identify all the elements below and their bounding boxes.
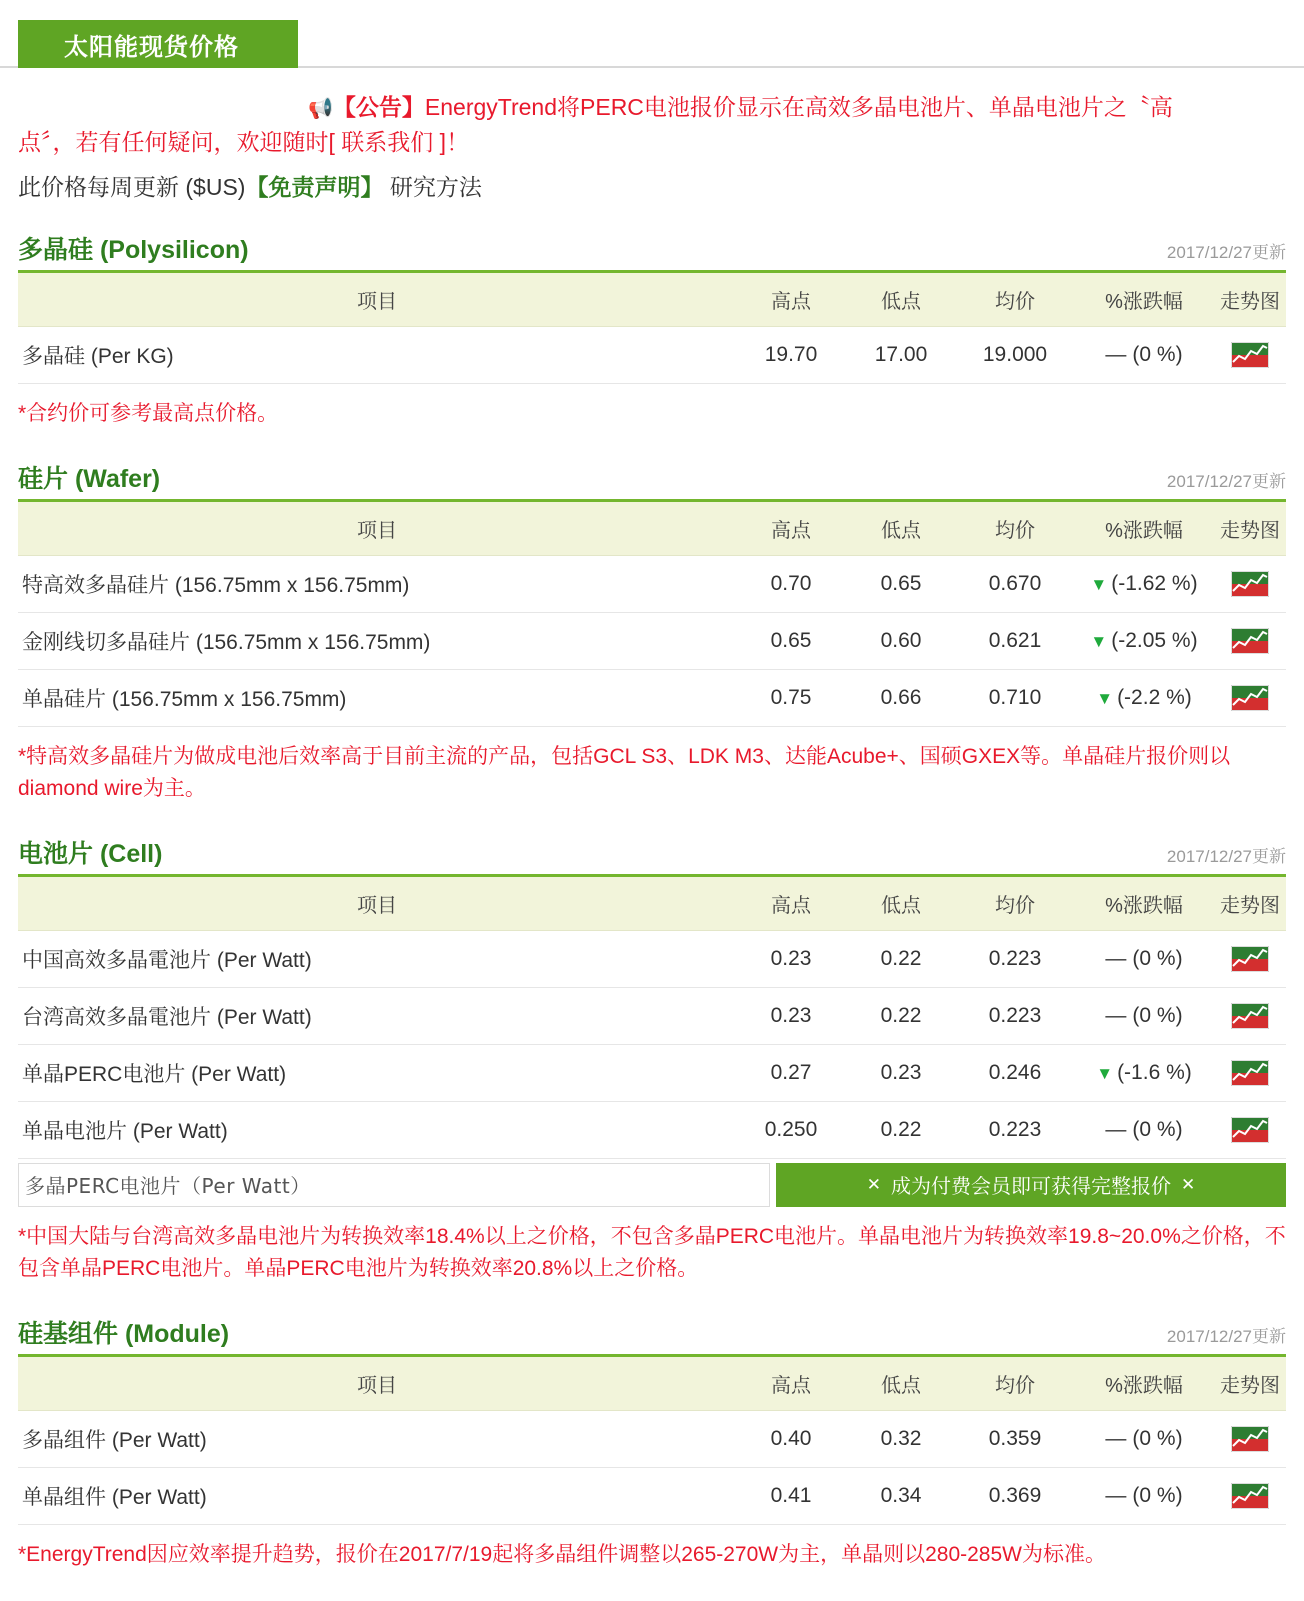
row-high: 0.250 — [736, 1101, 846, 1158]
row-high: 0.70 — [736, 555, 846, 612]
announcement-line1: EnergyTrend将PERC电池报价显示在高效多晶电池片、单晶电池片之〝高 — [424, 94, 1173, 120]
column-change: %涨跌幅 — [1074, 273, 1214, 327]
section-note: *合约价可参考最高点价格。 — [18, 402, 279, 425]
section-header — [18, 230, 1286, 273]
row-change — [1074, 987, 1214, 1044]
row-low: 0.32 — [846, 1410, 956, 1467]
column-trend: 走势图 — [1214, 502, 1286, 556]
research-method-link[interactable]: 研究方法 — [389, 174, 482, 200]
row-change — [1074, 1101, 1214, 1158]
row-change — [1074, 555, 1214, 612]
page-content — [0, 90, 1304, 1601]
row-change-value: (0 %) — [1132, 946, 1183, 970]
column-low: 低点 — [846, 877, 956, 931]
section-title: 硅片 (Wafer) — [18, 464, 161, 493]
column-avg: 均价 — [956, 273, 1074, 327]
row-trend-cell[interactable] — [1214, 1467, 1286, 1524]
row-low: 0.23 — [846, 1044, 956, 1101]
section-update-date: 2017/12/27更新 — [1166, 243, 1286, 262]
table-row — [18, 1101, 1286, 1158]
flat-mark-icon: — — [1105, 1426, 1127, 1450]
row-high: 0.41 — [736, 1467, 846, 1524]
row-avg: 0.359 — [956, 1410, 1074, 1467]
column-change: %涨跌幅 — [1074, 877, 1214, 931]
table-header-row — [18, 1357, 1286, 1411]
row-avg: 19.000 — [956, 327, 1074, 384]
row-trend-cell[interactable] — [1214, 669, 1286, 726]
section-header — [18, 834, 1286, 877]
row-high: 0.75 — [736, 669, 846, 726]
upgrade-membership-label: 成为付费会员即可获得完整报价 — [891, 1176, 1171, 1199]
row-low: 0.34 — [846, 1467, 956, 1524]
row-change — [1074, 1410, 1214, 1467]
trend-chart-icon[interactable] — [1231, 946, 1269, 972]
announcement-prefix: 【公告】 — [332, 94, 425, 120]
row-change-value: (0 %) — [1132, 343, 1183, 366]
row-change — [1074, 1467, 1214, 1524]
row-item-label: 多晶组件 (Per Watt) — [18, 1410, 736, 1467]
row-low: 0.60 — [846, 612, 956, 669]
table-row — [18, 327, 1286, 384]
row-high: 0.40 — [736, 1410, 846, 1467]
flat-mark-icon: — — [1105, 343, 1127, 366]
row-change-value: (0 %) — [1132, 1483, 1183, 1507]
row-high: 19.70 — [736, 327, 846, 384]
arrow-down-icon: ▼ — [1090, 574, 1108, 594]
price-table — [18, 877, 1286, 1159]
row-change-value: (-1.62 %) — [1111, 571, 1198, 595]
upgrade-membership-button[interactable] — [776, 1163, 1286, 1207]
row-change — [1074, 612, 1214, 669]
row-change — [1074, 1044, 1214, 1101]
column-change: %涨跌幅 — [1074, 502, 1214, 556]
row-low: 17.00 — [846, 327, 956, 384]
arrow-down-icon: ▼ — [1096, 688, 1114, 708]
trend-chart-icon[interactable] — [1231, 1426, 1269, 1452]
column-item: 项目 — [18, 1357, 736, 1411]
row-item-label: 单晶硅片 (156.75mm x 156.75mm) — [18, 669, 736, 726]
row-avg: 0.223 — [956, 930, 1074, 987]
star-right-icon: ✕ — [1181, 1174, 1196, 1194]
column-low: 低点 — [846, 502, 956, 556]
table-row — [18, 1410, 1286, 1467]
row-low: 0.66 — [846, 669, 956, 726]
table-row — [18, 930, 1286, 987]
row-low: 0.22 — [846, 1101, 956, 1158]
page-header — [0, 0, 1304, 68]
row-trend-cell[interactable] — [1214, 555, 1286, 612]
column-high: 高点 — [736, 1357, 846, 1411]
star-left-icon: ✕ — [866, 1174, 881, 1194]
row-item-label: 单晶组件 (Per Watt) — [18, 1467, 736, 1524]
section-update-date: 2017/12/27更新 — [1166, 846, 1286, 866]
row-change — [1074, 327, 1214, 384]
megaphone-icon: 📢 — [308, 98, 333, 120]
row-trend-cell[interactable] — [1214, 1044, 1286, 1101]
row-item-label: 台湾高效多晶電池片 (Per Watt) — [18, 987, 736, 1044]
flat-mark-icon: — — [1105, 1483, 1127, 1507]
flat-mark-icon: — — [1105, 1117, 1127, 1141]
column-low: 低点 — [846, 1357, 956, 1411]
row-change-value: (-2.05 %) — [1111, 628, 1198, 652]
row-high: 0.23 — [736, 987, 846, 1044]
table-row — [18, 1044, 1286, 1101]
table-row — [18, 669, 1286, 726]
row-avg: 0.246 — [956, 1044, 1074, 1101]
column-avg: 均价 — [956, 502, 1074, 556]
column-item: 项目 — [18, 502, 736, 556]
section-update-date: 2017/12/27更新 — [1166, 1326, 1286, 1346]
section-module — [18, 1314, 1286, 1572]
section-note: *EnergyTrend因应效率提升趋势，报价在2017/7/19起将多晶组件调整以265-270W为主，单晶则以280-285W为标准。 — [18, 1542, 1106, 1566]
row-item-label: 特高效多晶硅片 (156.75mm x 156.75mm) — [18, 555, 736, 612]
row-change-value: (-1.6 %) — [1117, 1060, 1192, 1084]
trend-chart-icon[interactable] — [1231, 342, 1269, 368]
row-change-value: (0 %) — [1132, 1117, 1183, 1141]
row-trend-cell[interactable] — [1214, 930, 1286, 987]
price-table — [18, 273, 1286, 384]
row-change-value: (0 %) — [1132, 1426, 1183, 1450]
column-low: 低点 — [846, 273, 956, 327]
paywall-row — [18, 1163, 1286, 1207]
row-low: 0.65 — [846, 555, 956, 612]
arrow-down-icon: ▼ — [1090, 631, 1108, 651]
section-polysilicon — [18, 230, 1286, 431]
row-item-label: 单晶电池片 (Per Watt) — [18, 1101, 736, 1158]
announcement-line2: 点〞，若有任何疑问，欢迎随时 — [18, 128, 329, 155]
row-item-label: 中国高效多晶電池片 (Per Watt) — [18, 930, 736, 987]
section-cell — [18, 834, 1286, 1286]
table-row — [18, 555, 1286, 612]
row-avg: 0.369 — [956, 1467, 1074, 1524]
table-header-row — [18, 502, 1286, 556]
trend-chart-icon[interactable] — [1231, 628, 1269, 654]
row-item-label: 多晶硅 (Per KG) — [18, 327, 736, 384]
announcement-block — [18, 90, 1286, 159]
row-trend-cell[interactable] — [1214, 612, 1286, 669]
row-trend-cell[interactable] — [1214, 1101, 1286, 1158]
column-avg: 均价 — [956, 1357, 1074, 1411]
column-high: 高点 — [736, 877, 846, 931]
disclaimer-link[interactable]: 【免责声明】 — [245, 174, 384, 200]
row-low: 0.22 — [846, 930, 956, 987]
section-update-date: 2017/12/27更新 — [1166, 471, 1286, 491]
column-trend: 走势图 — [1214, 273, 1286, 327]
column-high: 高点 — [736, 273, 846, 327]
trend-chart-icon[interactable] — [1231, 571, 1269, 597]
section-title: 多晶硅 (Polysilicon) — [18, 236, 249, 264]
contact-us-link[interactable]: [ 联系我们 ] — [328, 128, 447, 155]
row-avg: 0.223 — [956, 987, 1074, 1044]
row-change — [1074, 669, 1214, 726]
row-avg: 0.223 — [956, 1101, 1074, 1158]
trend-chart-icon[interactable] — [1231, 1003, 1269, 1029]
row-item-label: 单晶PERC电池片 (Per Watt) — [18, 1044, 736, 1101]
section-header — [18, 459, 1286, 502]
column-avg: 均价 — [956, 877, 1074, 931]
trend-chart-icon[interactable] — [1231, 685, 1269, 711]
row-high: 0.23 — [736, 930, 846, 987]
section-title: 硅基组件 (Module) — [18, 1319, 230, 1348]
section-wafer — [18, 459, 1286, 806]
column-trend: 走势图 — [1214, 877, 1286, 931]
trend-chart-icon[interactable] — [1231, 1060, 1269, 1086]
column-item: 项目 — [18, 877, 736, 931]
column-change: %涨跌幅 — [1074, 1357, 1214, 1411]
table-header-row — [18, 273, 1286, 327]
row-avg: 0.670 — [956, 555, 1074, 612]
row-avg: 0.621 — [956, 612, 1074, 669]
column-high: 高点 — [736, 502, 846, 556]
column-trend: 走势图 — [1214, 1357, 1286, 1411]
weekly-update-line — [18, 169, 1286, 202]
arrow-down-icon: ▼ — [1096, 1063, 1114, 1083]
table-row — [18, 1467, 1286, 1524]
trend-chart-icon[interactable] — [1231, 1117, 1269, 1143]
row-high: 0.65 — [736, 612, 846, 669]
row-trend-cell[interactable] — [1214, 1410, 1286, 1467]
row-trend-cell[interactable] — [1214, 327, 1286, 384]
row-change-value: (-2.2 %) — [1117, 685, 1192, 709]
row-trend-cell[interactable] — [1214, 987, 1286, 1044]
section-note: *中国大陆与台湾高效多晶电池片为转换效率18.4%以上之价格，不包含多晶PERC电池片。单晶电池片为转换效率19.8~20.0%之价格，不包含单晶PERC电池片。单晶PERC电池片为转换效率20.8%以上之价格。 — [18, 1224, 1286, 1281]
price-table — [18, 1357, 1286, 1525]
trend-chart-icon[interactable] — [1231, 1483, 1269, 1509]
weekly-text: 此价格每周更新 ($US) — [18, 174, 246, 200]
row-change-value: (0 %) — [1132, 1003, 1183, 1027]
row-change — [1074, 930, 1214, 987]
section-header — [18, 1314, 1286, 1357]
section-note: *特高效多晶硅片为做成电池后效率高于目前主流的产品，包括GCL S3、LDK M3、达能Acube+、国硕GXEX等。单晶硅片报价则以diamond wire为主。 — [18, 744, 1231, 801]
row-high: 0.27 — [736, 1044, 846, 1101]
row-item-label: 金刚线切多晶硅片 (156.75mm x 156.75mm) — [18, 612, 736, 669]
section-title: 电池片 (Cell) — [18, 839, 163, 868]
price-table — [18, 502, 1286, 727]
locked-item-label: 多晶PERC电池片（Per Watt） — [18, 1163, 770, 1207]
column-item: 项目 — [18, 273, 736, 327]
page-title: 太阳能现货价格 — [18, 20, 298, 68]
announcement-suffix: ！ — [446, 128, 470, 155]
flat-mark-icon: — — [1105, 1003, 1127, 1027]
table-row — [18, 612, 1286, 669]
row-low: 0.22 — [846, 987, 956, 1044]
row-avg: 0.710 — [956, 669, 1074, 726]
table-row — [18, 987, 1286, 1044]
flat-mark-icon: — — [1105, 946, 1127, 970]
table-header-row — [18, 877, 1286, 931]
